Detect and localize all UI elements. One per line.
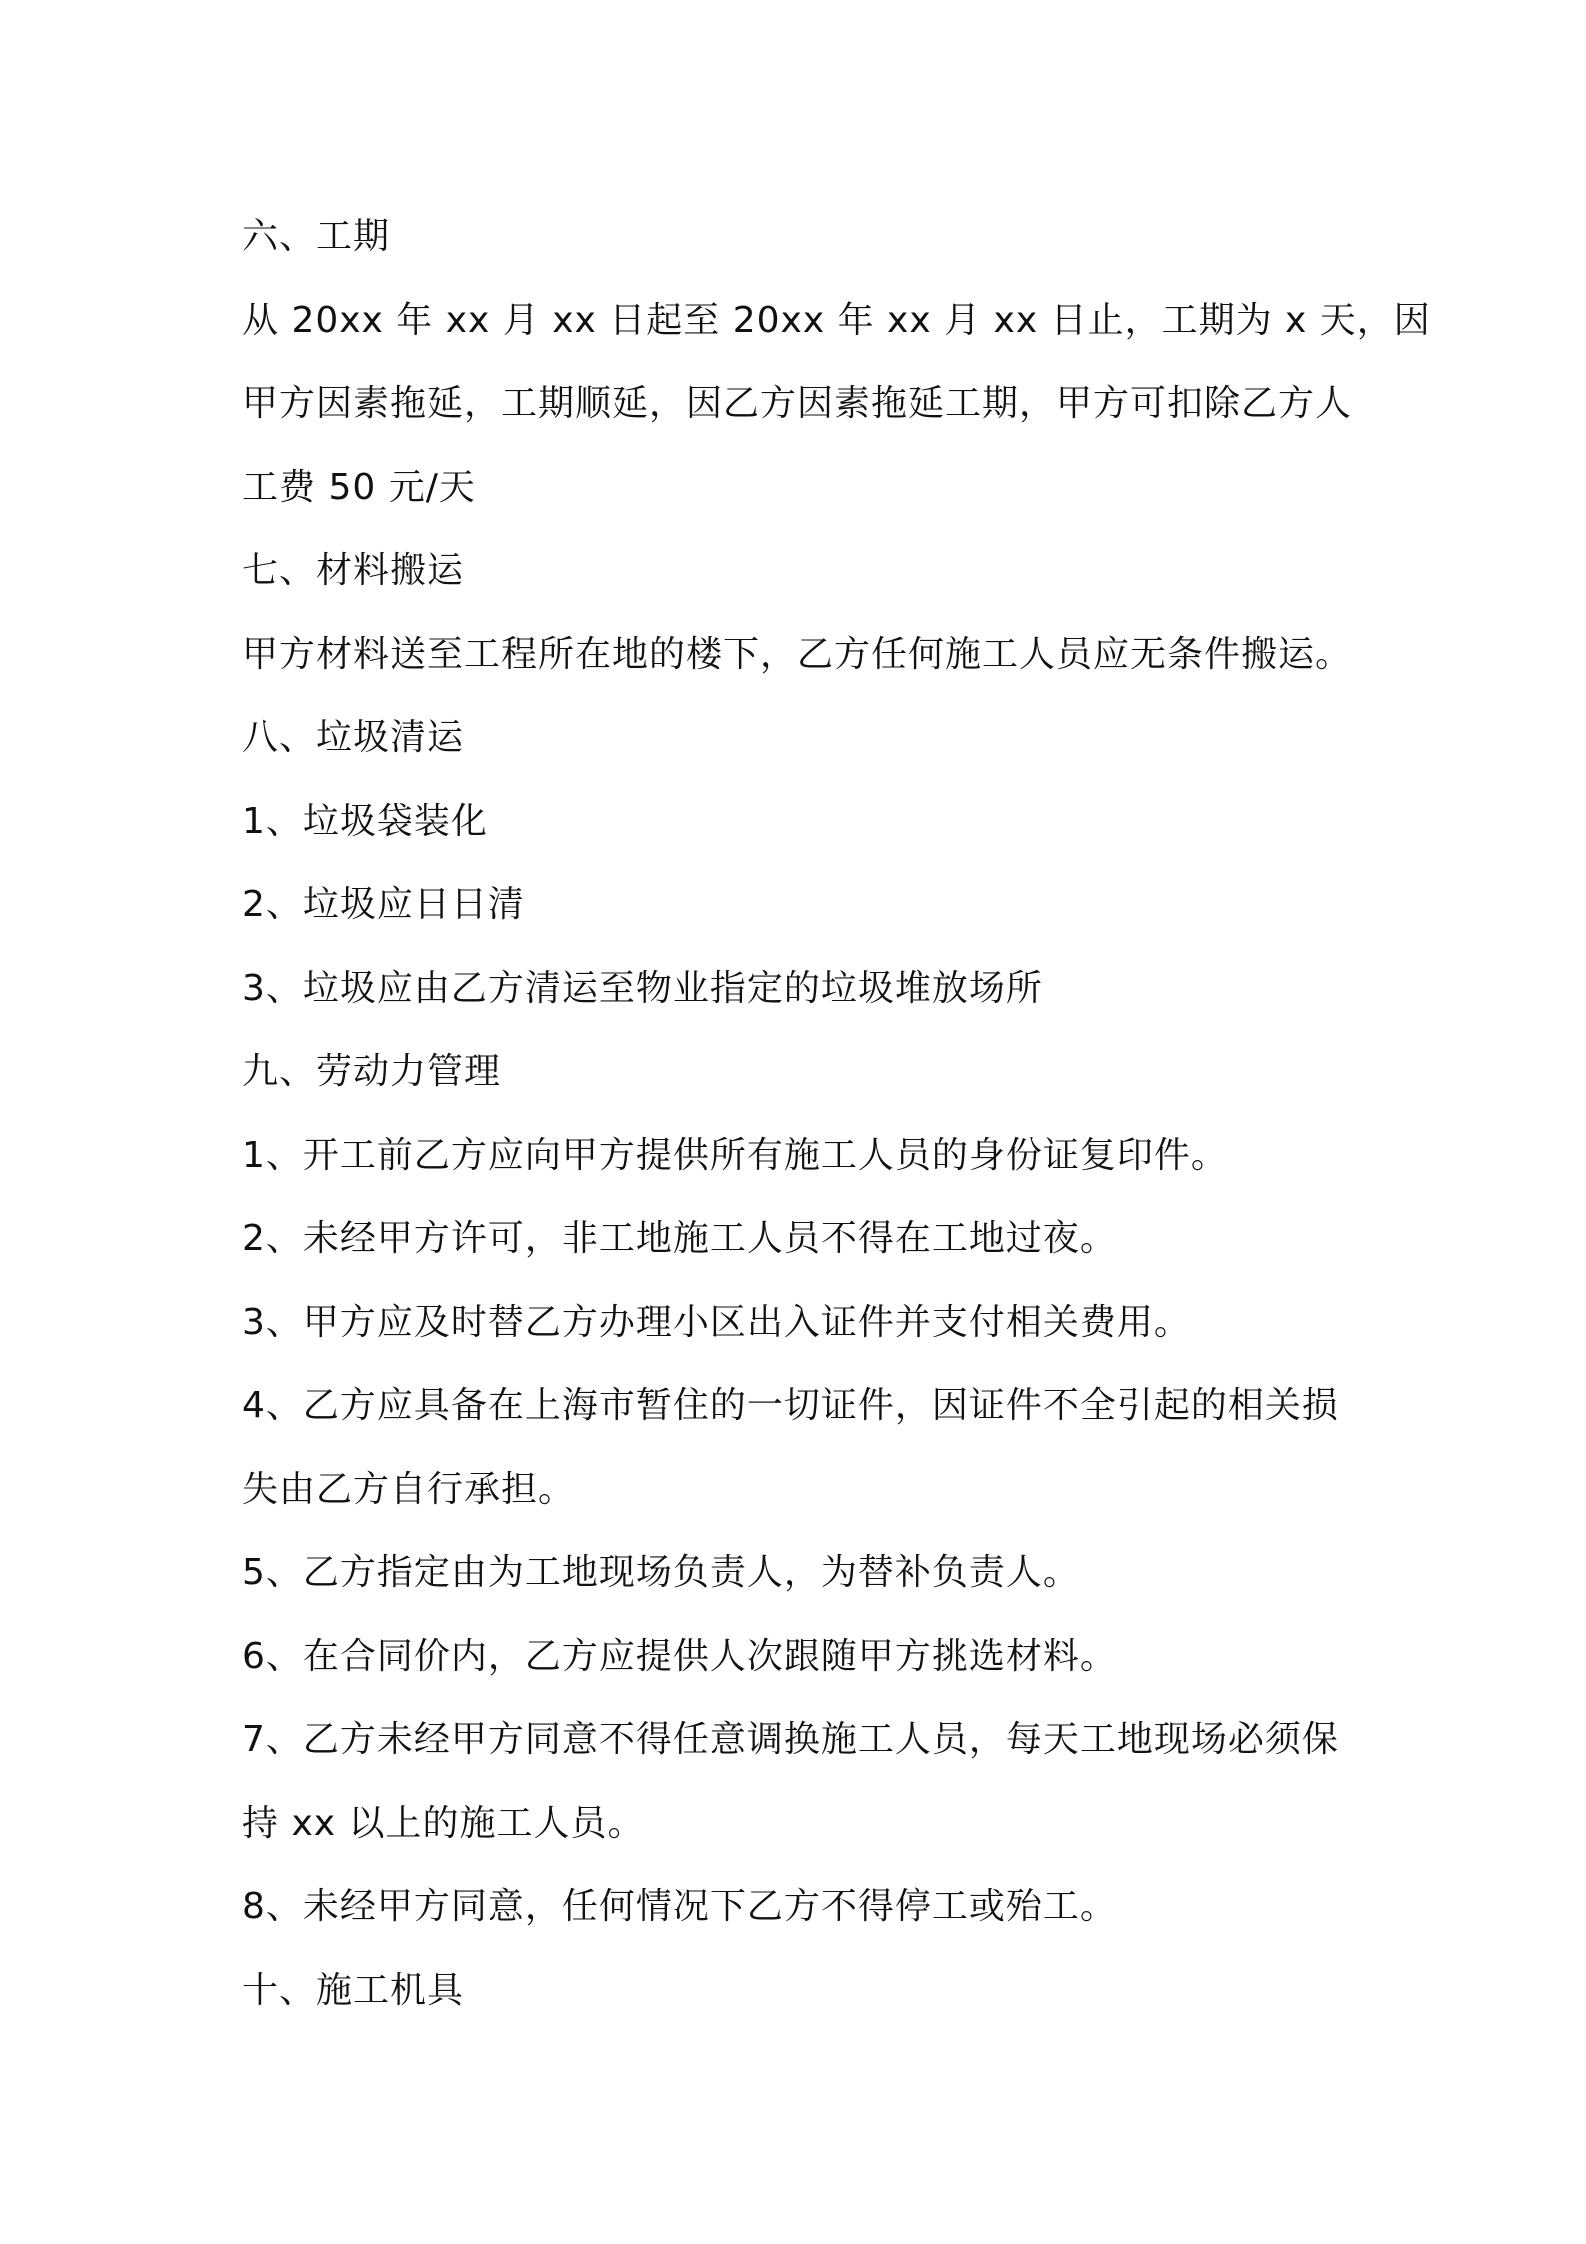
list-item-continuation: 失由乙方自行承担。 xyxy=(242,1468,576,1510)
paragraph-line: 甲方材料送至工程所在地的楼下，乙方任何施工人员应无条件搬运。 xyxy=(242,633,1353,675)
section-heading-labor-management: 九、劳动力管理 xyxy=(242,1051,502,1092)
paragraph-line: 甲方因素拖延，工期顺延，因乙方因素拖延工期，甲方可扣除乙方人 xyxy=(242,383,1353,424)
document-content xyxy=(242,195,1431,2032)
section-heading-waste-removal: 八、垃圾清运 xyxy=(242,717,465,758)
list-item: 8、未经甲方同意，任何情况下乙方不得停工或殆工。 xyxy=(242,1886,1117,1927)
section-heading-material-handling: 七、材料搬运 xyxy=(242,550,465,591)
list-item: 7、乙方未经甲方同意不得任意调换施工人员，每天工地现场必须保 xyxy=(242,1719,1339,1760)
list-item: 2、垃圾应日日清 xyxy=(242,884,525,925)
paragraph-line: 工费 50 元/天 xyxy=(242,466,476,508)
paragraph-line: 从 20xx 年 xx 月 xx 日起至 20xx 年 xx 月 xx 日止，工期为 x 天，因 xyxy=(242,299,1431,341)
list-item: 2、未经甲方许可，非工地施工人员不得在工地过夜。 xyxy=(242,1218,1117,1259)
list-item: 6、在合同价内，乙方应提供人次跟随甲方挑选材料。 xyxy=(242,1635,1117,1677)
list-item: 5、乙方指定由为工地现场负责人，为替补负责人。 xyxy=(242,1552,1080,1593)
section-heading-construction-equipment: 十、施工机具 xyxy=(242,1969,465,2011)
list-item: 1、垃圾袋装化 xyxy=(242,800,488,842)
list-item: 3、甲方应及时替乙方办理小区出入证件并支付相关费用。 xyxy=(242,1301,1191,1343)
section-heading-schedule: 六、工期 xyxy=(242,216,391,257)
list-item: 1、开工前乙方应向甲方提供所有施工人员的身份证复印件。 xyxy=(242,1134,1228,1176)
list-item: 3、垃圾应由乙方清运至物业指定的垃圾堆放场所 xyxy=(242,967,1043,1009)
list-item-continuation: 持 xx 以上的施工人员。 xyxy=(242,1802,645,1844)
list-item: 4、乙方应具备在上海市暂住的一切证件，因证件不全引起的相关损 xyxy=(242,1385,1339,1426)
